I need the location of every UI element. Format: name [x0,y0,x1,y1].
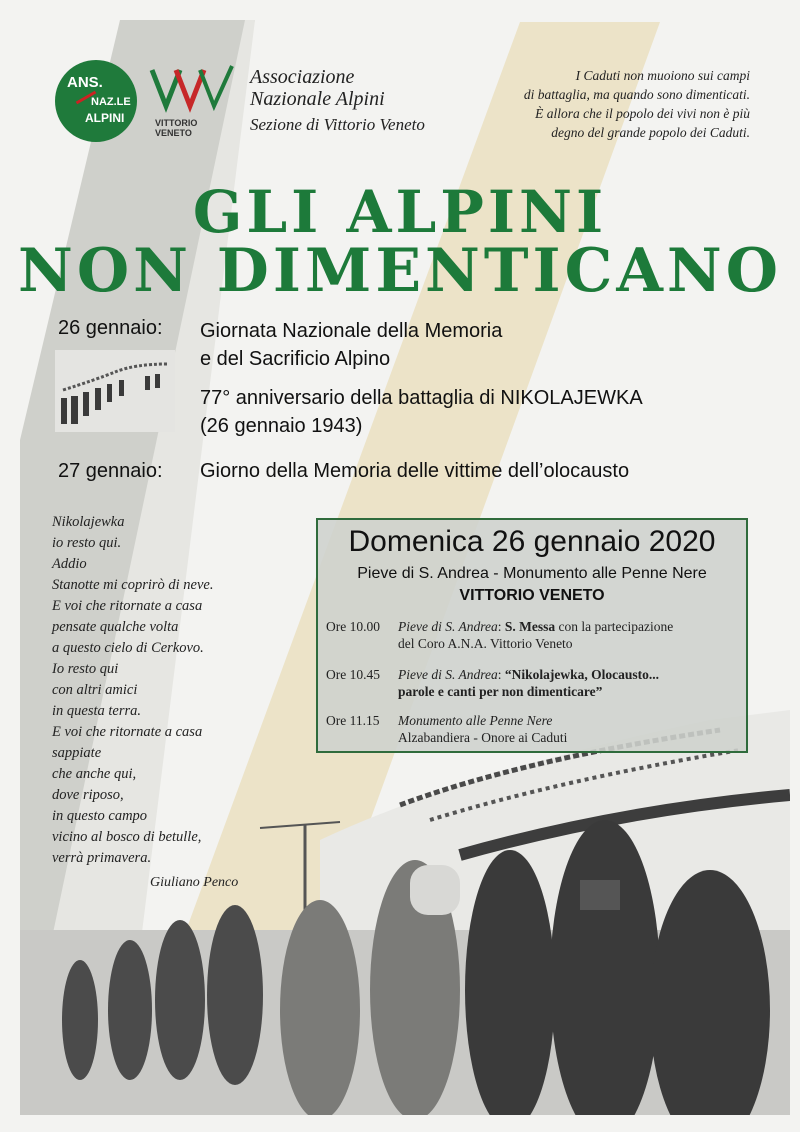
quote-line: È allora che il popolo dei vivi non è più [535,106,750,121]
poem-line: sappiate [52,745,102,761]
schedule-time: Ore 10.00 [326,619,380,634]
logo-text-line: VENETO [155,128,192,138]
schedule-line2: Alzabandiera - Onore ai Caduti [398,730,568,745]
ana-logo [55,60,137,142]
association-name [250,66,425,136]
schedule-time: Ore 11.15 [326,713,380,728]
poem-line: Nikolajewka [52,514,125,530]
quote-line: di battaglia, ma quando sono dimenticati. [523,87,750,102]
poem-line: in questa terra. [52,703,142,719]
event-3: Giorno della Memoria delle vittime dell’olocausto [200,460,630,482]
title-line-2: NON DIMENTICANO [17,236,783,306]
logo-text-line: VITTORIO [155,118,198,128]
ana-logo-text: ALPINI [85,111,125,125]
schedule-line2: del Coro A.N.A. Vittorio Veneto [398,636,573,651]
event-date-1: 26 gennaio: [58,317,163,339]
historic-photo [55,350,175,432]
schedule-title: “Nikolajewka, Olocausto... [504,667,660,682]
schedule-time: Ore 10.45 [326,667,380,682]
event-line: (26 gennaio 1943) [200,415,363,437]
poem-line: Stanotte mi coprirò di neve. [52,577,214,593]
quote-line: degno del grande popolo dei Caduti. [551,125,750,140]
schedule-desc [398,712,738,746]
event-2 [200,384,643,440]
ana-logo-text: NAZ.LE [91,96,131,108]
header-quote [480,66,750,142]
program-city: VITTORIO VENETO [459,587,605,604]
association-line: Nazionale Alpini [250,88,385,110]
schedule-location: Pieve di S. Andrea [398,619,498,634]
event-1 [200,317,502,373]
quote-line: I Caduti non muoiono sui campi [575,68,750,83]
march-scene-photo [20,690,790,1115]
poem-line: in questo campo [52,808,148,824]
poem-line: pensate qualche volta [52,619,179,635]
schedule-rest: con la partecipazione [555,619,674,634]
schedule-line2: parole e canti per non dimenticare” [398,684,603,699]
poem-line: vicino al bosco di betulle, [52,829,202,845]
poem-line: verrà primavera. [52,850,152,866]
schedule-title: S. Messa [504,619,556,634]
schedule-desc: Pieve di S. Andrea: “Nikolajewka, Olocausto... parole e canti per non dimenticare” [398,666,738,700]
poem-line: con altri amici [52,682,138,698]
poem-line: Addio [52,556,87,572]
event-line: e del Sacrificio Alpino [200,348,391,370]
ana-logo-text: ANS. [67,74,103,91]
poem-line: a questo cielo di Cerkovo. [52,640,204,656]
association-section: Sezione di Vittorio Veneto [250,115,425,134]
schedule-desc: Pieve di S. Andrea: S. Messa con la partecipazione del Coro A.N.A. Vittorio Veneto [398,618,738,652]
poem-author: Giuliano Penco [150,875,239,890]
poem-line: E voi che ritornate a casa [52,724,203,740]
program-place: Pieve di S. Andrea - Monumento alle Penne Nere [357,565,707,582]
vittorio-veneto-logo-text [155,118,197,138]
association-line: Associazione [250,66,355,88]
poem-line: io resto qui. [52,535,122,551]
event-line: Giornata Nazionale della Memoria [200,320,503,342]
poem-line: che anche qui, [52,766,137,782]
program-date: Domenica 26 gennaio 2020 [348,525,716,558]
event-line: 77° anniversario della battaglia di NIKOLAJEWKA [200,387,643,409]
poem-line: E voi che ritornate a casa [52,598,203,614]
title-line-1: GLI ALPINI [192,178,608,246]
poem-line: Io resto qui [52,661,119,677]
schedule-location: Monumento alle Penne Nere [398,713,553,728]
program-box [316,518,748,753]
event-date-2: 27 gennaio: [58,460,163,482]
poem-line: dove riposo, [52,787,124,803]
schedule-location: Pieve di S. Andrea [398,667,498,682]
